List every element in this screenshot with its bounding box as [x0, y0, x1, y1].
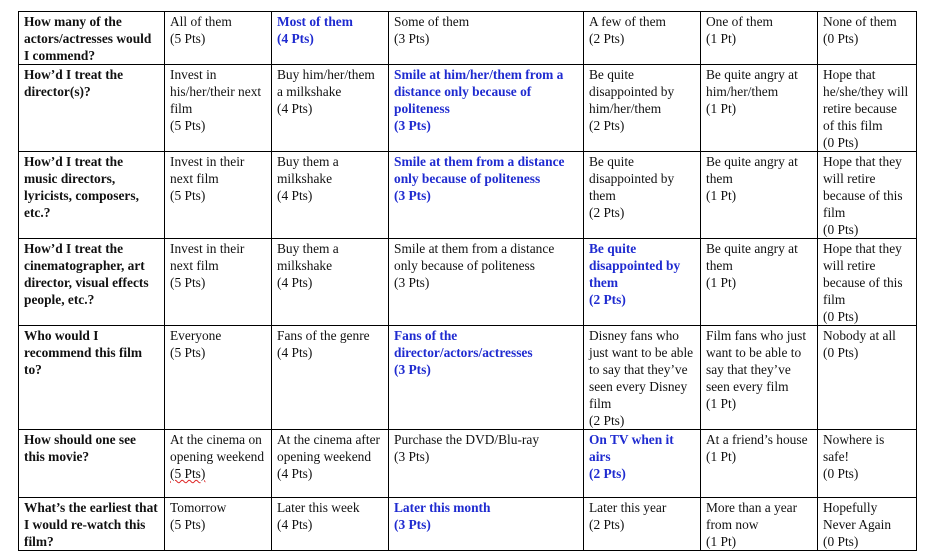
option-text: Later this year [589, 500, 667, 515]
option-points: (3 Pts) [394, 362, 431, 377]
option-cell [272, 239, 389, 326]
option-text: Some of them [394, 14, 470, 29]
option-cell [272, 152, 389, 239]
table-row [19, 152, 917, 239]
selected-option-cell [389, 326, 584, 430]
option-cell [701, 430, 818, 498]
option-cell [272, 65, 389, 152]
option-cell [818, 65, 917, 152]
option-text: Disney fans who just want to be able to say that they’ve seen every Disney film [589, 328, 694, 411]
option-cell [701, 498, 818, 551]
option-cell [701, 65, 818, 152]
option-text: Buy them a milkshake [277, 154, 339, 186]
film-rating-table [18, 11, 917, 551]
option-text: Buy them a milkshake [277, 241, 339, 273]
question-cell: How should one see this movie? [19, 430, 165, 498]
option-text: Later this month [394, 500, 491, 515]
option-points: (2 Pts) [589, 466, 626, 481]
option-text: Everyone [170, 328, 222, 343]
option-cell [389, 239, 584, 326]
table-row [19, 12, 917, 65]
table-row [19, 498, 917, 551]
option-cell [165, 12, 272, 65]
option-text: Be quite disappointed by him/her/them [589, 67, 675, 116]
option-points: (4 Pts) [277, 188, 313, 203]
option-points: (0 Pts) [823, 135, 859, 150]
option-cell [165, 326, 272, 430]
option-text: At the cinema on opening weekend [170, 432, 265, 464]
table-row [19, 239, 917, 326]
selected-option-cell [389, 498, 584, 551]
option-text: Be quite angry at them [706, 154, 798, 186]
option-text: Be quite angry at them [706, 241, 798, 273]
option-points: (1 Pt) [706, 101, 737, 116]
option-text: Smile at them from a distance only because of politeness [394, 241, 555, 273]
option-points: (3 Pts) [394, 188, 431, 203]
option-points: (5 Pts) [170, 188, 206, 203]
option-cell [818, 152, 917, 239]
table-row [19, 430, 917, 498]
option-points: (5 Pts) [170, 118, 206, 133]
option-points: (0 Pts) [823, 31, 859, 46]
option-cell [165, 65, 272, 152]
option-points: (0 Pts) [823, 222, 859, 237]
option-points: (2 Pts) [589, 31, 625, 46]
option-points: (3 Pts) [394, 449, 430, 464]
option-points: (2 Pts) [589, 118, 625, 133]
option-text: Be quite angry at him/her/them [706, 67, 798, 99]
option-points: (3 Pts) [394, 275, 430, 290]
option-text: Smile at him/her/them from a distance only because of politeness [394, 67, 564, 116]
option-points: (5 Pts) [170, 517, 206, 532]
question-cell: How’d I treat the cinematographer, art director, visual effects people, etc.? [19, 239, 165, 326]
option-points: (0 Pts) [823, 345, 859, 360]
option-cell [818, 430, 917, 498]
option-text: None of them [823, 14, 897, 29]
selected-option-cell [389, 152, 584, 239]
rating-table-body [19, 12, 917, 551]
option-text: Fans of the genre [277, 328, 370, 343]
selected-option-cell [584, 430, 701, 498]
option-cell [584, 326, 701, 430]
option-cell [701, 152, 818, 239]
option-points: (2 Pts) [589, 292, 626, 307]
option-text: Hopefully Never Again [823, 500, 892, 532]
option-text: Hope that he/she/they will retire because of this film [823, 67, 909, 133]
option-points: (5 Pts) [170, 345, 206, 360]
option-points: (1 Pt) [706, 275, 737, 290]
option-points: (4 Pts) [277, 275, 313, 290]
question-cell: What’s the earliest that I would re-watch this film? [19, 498, 165, 551]
option-cell [584, 65, 701, 152]
option-text: Invest in their next film [170, 154, 245, 186]
option-cell [584, 12, 701, 65]
option-text: Later this week [277, 500, 360, 515]
option-cell [701, 326, 818, 430]
option-text: Invest in their next film [170, 241, 245, 273]
option-cell [389, 12, 584, 65]
table-row [19, 326, 917, 430]
question-cell: Who would I recommend this film to? [19, 326, 165, 430]
option-text: More than a year from now [706, 500, 798, 532]
option-cell [701, 12, 818, 65]
question-cell: How many of the actors/actresses would I commend? [19, 12, 165, 65]
option-cell [701, 239, 818, 326]
table-row [19, 65, 917, 152]
option-cell [584, 498, 701, 551]
option-points: (1 Pt) [706, 534, 737, 549]
option-points: (2 Pts) [589, 517, 625, 532]
question-cell: How’d I treat the director(s)? [19, 65, 165, 152]
option-points: (5 Pts) [170, 466, 206, 481]
option-text: Purchase the DVD/Blu-ray [394, 432, 540, 447]
option-cell [165, 430, 272, 498]
option-text: Smile at them from a distance only because of politeness [394, 154, 565, 186]
option-text: One of them [706, 14, 773, 29]
option-text: Fans of the director/actors/actresses [394, 328, 533, 360]
option-text: Nobody at all [823, 328, 896, 343]
option-points: (1 Pt) [706, 188, 737, 203]
option-points: (0 Pts) [823, 466, 859, 481]
option-points: (2 Pts) [589, 205, 625, 220]
option-points: (5 Pts) [170, 31, 206, 46]
option-points: (4 Pts) [277, 466, 313, 481]
option-cell [272, 326, 389, 430]
option-points: (3 Pts) [394, 118, 431, 133]
option-cell [818, 239, 917, 326]
option-points: (2 Pts) [589, 413, 625, 428]
option-points: (3 Pts) [394, 517, 431, 532]
option-text: Hope that they will retire because of this film [823, 154, 903, 220]
option-points: (4 Pts) [277, 517, 313, 532]
option-points: (4 Pts) [277, 101, 313, 116]
option-cell [272, 430, 389, 498]
option-text: Hope that they will retire because of this film [823, 241, 903, 307]
option-points: (5 Pts) [170, 275, 206, 290]
option-points: (0 Pts) [823, 534, 859, 549]
option-cell [165, 239, 272, 326]
option-text: On TV when it airs [589, 432, 674, 464]
option-cell [818, 498, 917, 551]
selected-option-cell [272, 12, 389, 65]
option-cell [818, 326, 917, 430]
option-cell [165, 498, 272, 551]
option-text: Tomorrow [170, 500, 227, 515]
option-cell [165, 152, 272, 239]
option-text: Film fans who just want to be able to say that they’ve seen every film [706, 328, 807, 394]
selected-option-cell [389, 65, 584, 152]
option-text: A few of them [589, 14, 666, 29]
option-text: Buy him/her/them a milkshake [277, 67, 375, 99]
option-points: (1 Pt) [706, 449, 737, 464]
option-text: Nowhere is safe! [823, 432, 885, 464]
rating-table-container [18, 11, 917, 551]
option-text: Be quite disappointed by them [589, 241, 681, 290]
option-text: Be quite disappointed by them [589, 154, 675, 203]
option-cell [272, 498, 389, 551]
selected-option-cell [584, 239, 701, 326]
option-points: (1 Pt) [706, 31, 737, 46]
option-text: Most of them [277, 14, 353, 29]
option-text: All of them [170, 14, 232, 29]
option-cell [818, 12, 917, 65]
option-points: (4 Pts) [277, 345, 313, 360]
option-points: (3 Pts) [394, 31, 430, 46]
option-cell [584, 152, 701, 239]
option-text: At the cinema after opening weekend [277, 432, 380, 464]
question-cell: How’d I treat the music directors, lyricists, composers, etc.? [19, 152, 165, 239]
option-points: (4 Pts) [277, 31, 314, 46]
option-text: Invest in his/her/their next film [170, 67, 262, 116]
option-cell [389, 430, 584, 498]
option-points: (0 Pts) [823, 309, 859, 324]
option-text: At a friend’s house [706, 432, 808, 447]
option-points: (1 Pt) [706, 396, 737, 411]
